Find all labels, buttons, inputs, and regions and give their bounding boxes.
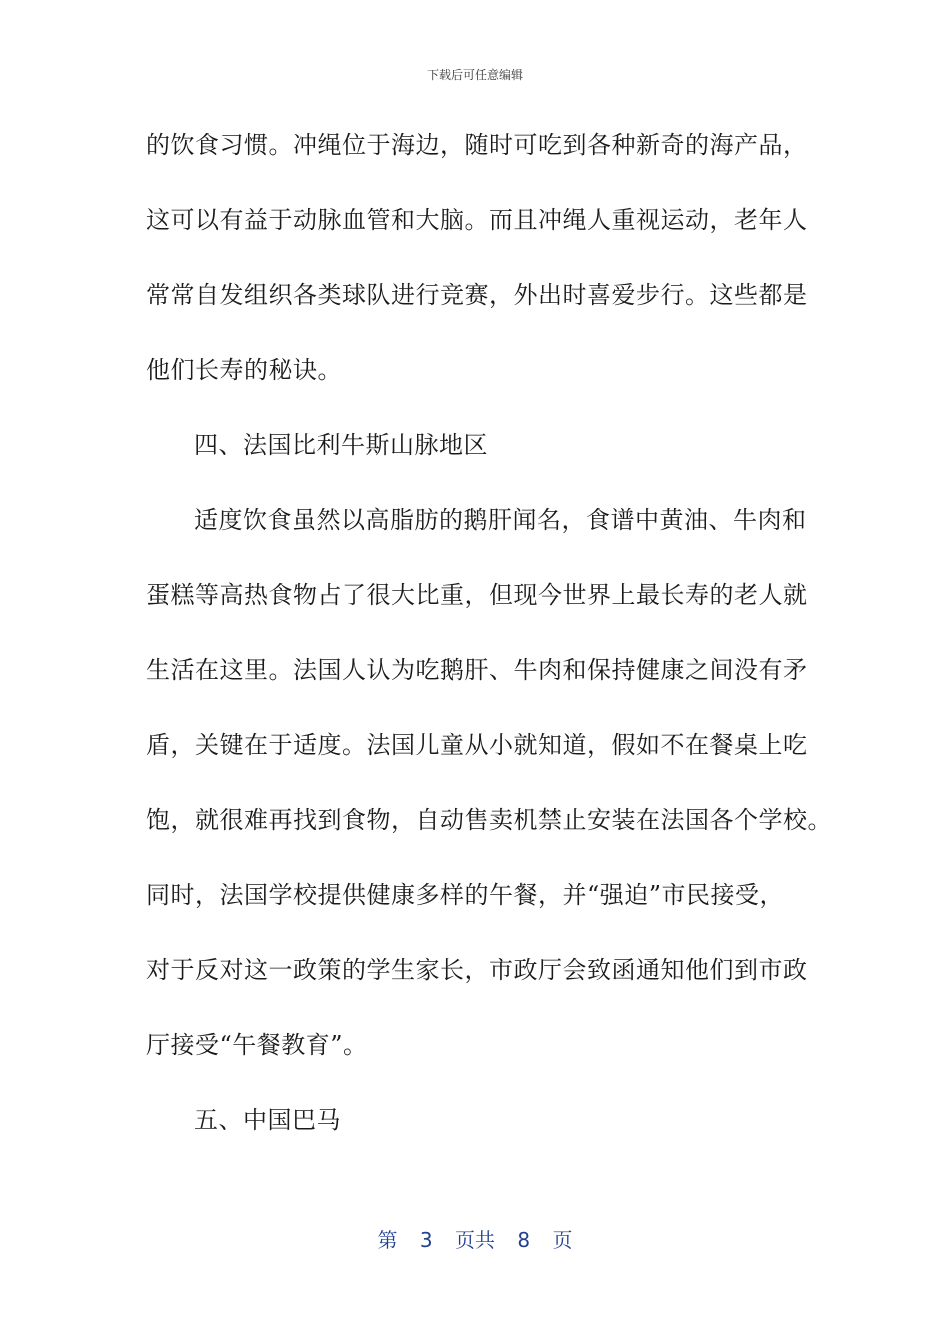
current-page-number: 3 xyxy=(419,1228,433,1252)
paragraph-line: 常常自发组织各类球队进行竞赛，外出时喜爱步行。这些都是 xyxy=(146,281,808,309)
page-label-suffix: 页 xyxy=(552,1228,573,1252)
page-label-prefix: 第 xyxy=(377,1228,398,1252)
total-pages-number: 8 xyxy=(517,1228,531,1252)
section-heading: 四、法国比利牛斯山脉地区 xyxy=(194,431,488,459)
paragraph-line: 饱，就很难再找到食物，自动售卖机禁止安装在法国各个学校。 xyxy=(146,806,832,834)
paragraph-line: 同时，法国学校提供健康多样的午餐，并“强迫”市民接受， xyxy=(146,881,785,909)
section-heading: 五、中国巴马 xyxy=(194,1106,341,1134)
paragraph-line: 蛋糕等高热食物占了很大比重，但现今世界上最长寿的老人就 xyxy=(146,581,808,609)
page-footer xyxy=(0,1224,950,1253)
paragraph-line: 厅接受“午餐教育”。 xyxy=(146,1031,368,1059)
paragraph-line: 的饮食习惯。冲绳位于海边，随时可吃到各种新奇的海产品， xyxy=(146,131,808,159)
paragraph-line: 适度饮食虽然以高脂肪的鹅肝闻名，食谱中黄油、牛肉和 xyxy=(194,506,807,534)
paragraph-line: 盾，关键在于适度。法国儿童从小就知道，假如不在餐桌上吃 xyxy=(146,731,808,759)
paragraph-line: 对于反对这一政策的学生家长，市政厅会致函通知他们到市政 xyxy=(146,956,808,984)
paragraph-line: 他们长寿的秘诀。 xyxy=(146,356,342,384)
page-label-mid: 页共 xyxy=(455,1228,495,1252)
document-body xyxy=(146,120,832,1170)
paragraph-line: 生活在这里。法国人认为吃鹅肝、牛肉和保持健康之间没有矛 xyxy=(146,656,808,684)
paragraph-line: 这可以有益于动脉血管和大脑。而且冲绳人重视运动，老年人 xyxy=(146,206,808,234)
page-header: 下载后可任意编辑 xyxy=(426,68,523,82)
